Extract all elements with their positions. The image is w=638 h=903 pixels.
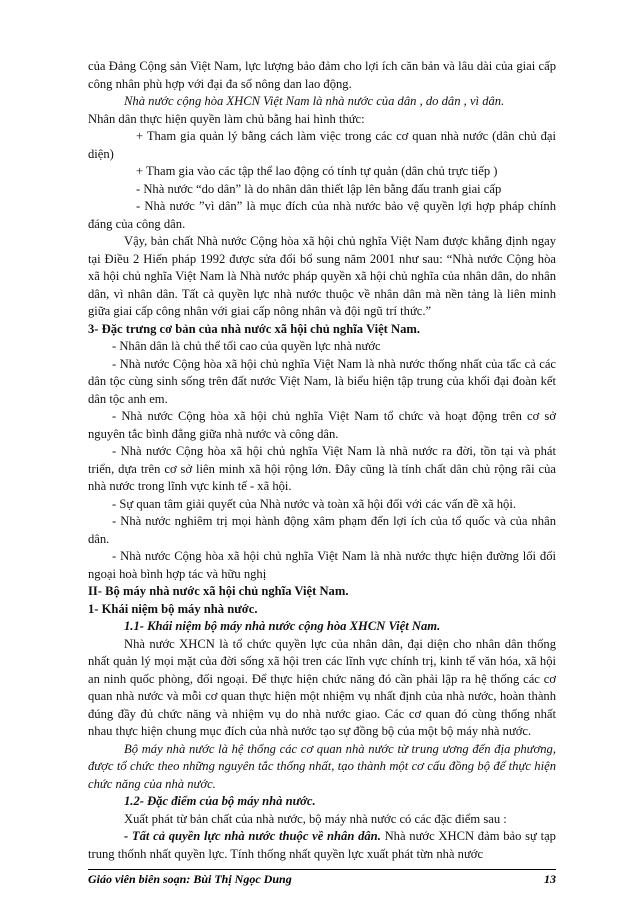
paragraph-text: Nhà nước XHCN đảm bảo sự tạp trung thốnh nhất quyền lực. Tính thống nhất quyền lực xuất phát từn nhà nước bbox=[88, 829, 556, 861]
bullet-plus: + Tham gia vào các tập thể lao động có tính tự quản (dân chủ trực tiếp ) bbox=[136, 164, 498, 178]
subsection-heading-1-2: 1.2- Đặc điểm của bộ máy nhà nước. bbox=[124, 794, 316, 808]
document-page bbox=[88, 58, 556, 863]
page-number: 13 bbox=[544, 872, 556, 886]
bullet-dash: - Sự quan tâm giải quyết của Nhà nước và toàn xã hội đối với các vấn đề xã hội. bbox=[112, 496, 516, 511]
definition-paragraph: Bộ máy nhà nước là hệ thống các cơ quan nhà nước từ trung ương đến địa phương, được tổ chức theo những nguyên tắc thống nhất, tạo thành một cơ cấu đồng bộ để thực hiện chức năng của nhà nước. bbox=[88, 741, 556, 791]
page-footer bbox=[88, 869, 556, 887]
bullet-dash: - Nhà nước “do dân” là do nhân dân thiết lập lên bằng đấu tranh giai cấp bbox=[136, 181, 502, 196]
bullet-plus: + Tham gia quản lý bằng cách làm việc trong các cơ quan nhà nước (dân chủ đại diện) bbox=[88, 129, 556, 161]
bullet-dash: - Nhà nước Cộng hòa xã hội chủ nghĩa Việt Nam tổ chức và hoạt động trên cơ sở nguyên tắc bình đẳng giữa nhà nước và công dân. bbox=[88, 409, 556, 441]
subsection-heading-1-1: 1.1- Khái niệm bộ máy nhà nước cộng hòa XHCN Việt Nam. bbox=[124, 619, 441, 633]
paragraph: Vậy, bản chất Nhà nước Cộng hòa xã hội chủ nghĩa Việt Nam được khẳng định ngay tại Điều 2 Hiến pháp 1992 được sửa đổi bổ sung năm 2001 như sau: “Nhà nước Cộng hòa xã hội chủ nghĩa Việt Nam là Nhà nước pháp quyền xã hội chủ nghĩa của nhân dân, do nhân dân, vì nhân dân. Tất cả quyền lực nhà nước thuộc về nhân dân mà nền tảng là liên minh giữa giai cấp công nhân với giai cấp nông nhân và đội ngũ trí thức.” bbox=[88, 234, 556, 318]
paragraph: Nhân dân thực hiện quyền làm chủ bằng hai hình thức: bbox=[88, 111, 365, 126]
paragraph bbox=[88, 828, 556, 863]
bullet-dash: - Nhân dân là chủ thể tối cao của quyền lực nhà nước bbox=[112, 339, 381, 353]
paragraph: Nhà nước XHCN là tổ chức quyền lực của nhân dân, đại diện cho nhân dân thống nhất quản lý mọi mặt của đời sống xã hội tren các lĩnh vực chính trị, kinh tế văn hóa, xã hội an ninh quốc phòng, đối ngoại. Để thực hiện chức năng đó cần phải lập ra hệ thống các cơ quan nhà nước và mỗi cơ quan thực hiện một nhiệm vụ nhất định của nhà nước, hoàn thành đúng đầy đủ chức năng và nhiệm vụ do nhà nước giao. Các cơ quan đó cùng thống nhất nhau thực hiện chung mục đích của nhà nước tạo sự đồng bộ của một bộ máy nhà nước. bbox=[88, 636, 556, 738]
emphasis-text: - Tất cả quyền lực nhà nước thuộc về nhân dân. bbox=[124, 829, 381, 843]
section-heading-II: II- Bộ máy nhà nước xã hội chủ nghĩa Việt Nam. bbox=[88, 584, 349, 598]
paragraph: của Đảng Cộng sản Việt Nam, lực lượng bảo đảm cho lợi ích căn bản và lâu dài của giai cấp công nhân phù hợp với đại đa số nông dan lao động. bbox=[88, 59, 556, 91]
bullet-dash: - Nhà nước Cộng hòa xã hội chủ nghĩa Việt Nam là nhà nước thống nhất của tấc cả các dân tộc cùng sinh sống trên đất nước Việt Nam, là biểu hiện tập trung của khối đại đoàn kết dân tộc anh em. bbox=[88, 356, 556, 406]
paragraph-italic: Nhà nước cộng hòa XHCN Việt Nam là nhà nước của dân , do dân , vì dân. bbox=[124, 94, 505, 108]
bullet-dash: - Nhà nước ”vì dân” là mục đích của nhà nước bảo vệ quyền lợi hợp pháp chính đáng của công dân. bbox=[88, 199, 556, 231]
bullet-dash: - Nhà nước nghiêm trị mọi hành động xâm phạm đến lợi ích của tổ quốc và của nhân dân. bbox=[88, 514, 556, 546]
section-heading-3: 3- Đặc trưng cơ bản của nhà nước xã hội chủ nghĩa Việt Nam. bbox=[88, 321, 421, 336]
paragraph: Xuất phát từ bản chất của nhà nước, bộ máy nhà nước có các đặc điểm sau : bbox=[124, 811, 507, 826]
bullet-dash: - Nhà nước Cộng hòa xã hội chủ nghĩa Việt Nam là nhà nước ra đời, tồn tại và phát triển, dựa trên cơ sở liên minh xã hội rộng lớn. Đây cũng là tính chất dân chủ rộng rãi của nhà nước trong lĩnh vực kinh tế - xã hội. bbox=[88, 444, 556, 493]
bullet-dash: - Nhà nước Cộng hòa xã hội chủ nghĩa Việt Nam là nhà nước thực hiện đường lối đối ngoại hoà bình hợp tác và hữu nghị bbox=[88, 549, 556, 581]
footer-author: Giáo viên biên soạn: Bùi Thị Ngọc Dung bbox=[88, 872, 292, 886]
section-heading-1: 1- Khái niệm bộ máy nhà nước. bbox=[88, 601, 258, 616]
